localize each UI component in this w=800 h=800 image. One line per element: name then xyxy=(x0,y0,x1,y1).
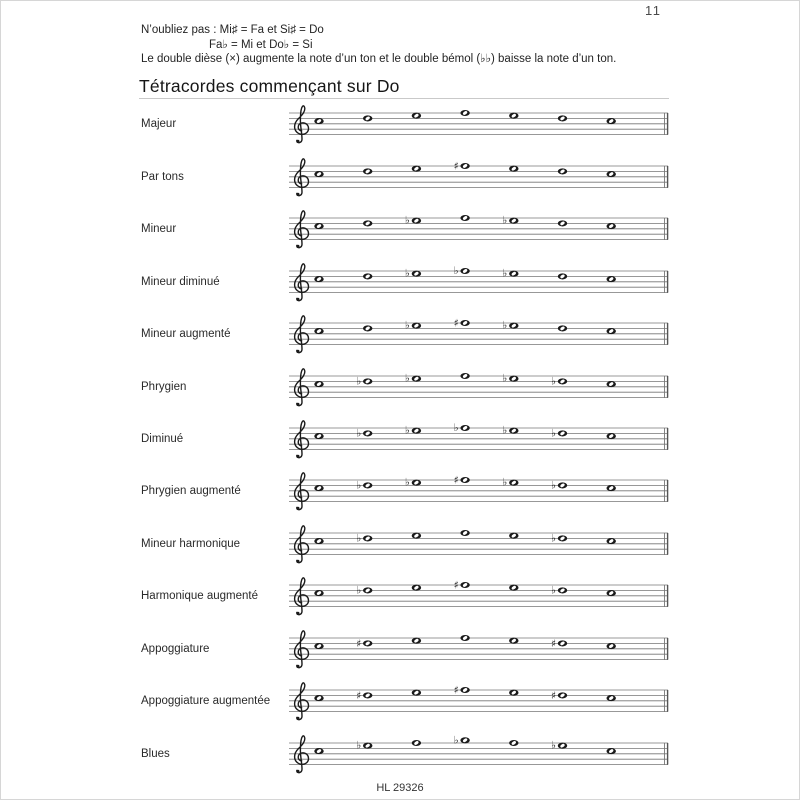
treble-clef-icon xyxy=(295,578,309,615)
whole-note xyxy=(551,532,567,544)
whole-note xyxy=(356,585,372,597)
whole-note xyxy=(558,116,567,122)
treble-clef-dot xyxy=(296,140,299,143)
flat-accidental-icon: ♭ xyxy=(356,479,362,492)
treble-clef-dot xyxy=(296,560,299,563)
scale-row xyxy=(141,259,673,305)
treble-clef-icon xyxy=(295,526,309,563)
scale-row xyxy=(141,678,673,724)
scale-label: Blues xyxy=(141,747,170,760)
whole-note xyxy=(502,372,518,384)
sharp-accidental-icon: ♯ xyxy=(453,579,459,592)
flat-accidental-icon: ♭ xyxy=(502,372,508,385)
treble-clef-dot xyxy=(296,245,299,248)
whole-note xyxy=(460,372,469,378)
whole-note xyxy=(509,533,518,539)
flat-accidental-icon: ♭ xyxy=(404,477,410,490)
whole-note xyxy=(509,740,518,746)
staff xyxy=(288,416,673,462)
flat-accidental-icon: ♭ xyxy=(356,427,362,440)
whole-note xyxy=(460,215,469,221)
whole-note xyxy=(356,690,372,702)
sharp-accidental-icon: ♯ xyxy=(551,690,557,703)
scale-row xyxy=(141,416,673,462)
flat-accidental-icon: ♭ xyxy=(502,319,508,332)
whole-note xyxy=(405,477,421,489)
whole-note xyxy=(314,538,323,544)
flat-accidental-icon: ♭ xyxy=(502,267,508,280)
scale-label: Appoggiature augmentée xyxy=(141,695,271,708)
whole-note xyxy=(502,267,518,279)
whole-note xyxy=(509,690,518,696)
whole-note xyxy=(607,643,616,649)
staff xyxy=(288,206,673,252)
whole-note xyxy=(314,118,323,124)
whole-note xyxy=(502,477,518,489)
whole-note xyxy=(454,734,470,746)
whole-note xyxy=(558,221,567,227)
whole-note xyxy=(551,690,567,702)
whole-note xyxy=(460,110,469,116)
whole-note xyxy=(314,276,323,282)
page-number: 11 xyxy=(645,3,662,18)
scale-label: Mineur harmonique xyxy=(141,537,241,550)
whole-note xyxy=(607,695,616,701)
whole-note xyxy=(356,427,372,439)
whole-note xyxy=(412,165,421,171)
whole-note xyxy=(607,118,616,124)
sharp-accidental-icon: ♯ xyxy=(551,637,557,650)
reminder-line-2: Fa♭ = Mi et Do♭ = Si xyxy=(209,38,313,51)
whole-note xyxy=(405,425,421,437)
staff xyxy=(288,259,673,305)
whole-note xyxy=(314,433,323,439)
treble-clef-dot xyxy=(296,507,299,510)
staff xyxy=(288,468,673,514)
scale-label: Diminué xyxy=(141,433,184,445)
treble-clef-dot xyxy=(296,297,299,300)
whole-note xyxy=(363,273,372,279)
whole-note xyxy=(454,422,470,434)
flat-accidental-icon: ♭ xyxy=(404,214,410,227)
whole-note xyxy=(405,320,421,332)
treble-clef-dot xyxy=(296,665,299,668)
scale-label: Phrygien augmenté xyxy=(141,485,241,498)
scale-row xyxy=(141,311,673,357)
whole-note xyxy=(607,748,616,754)
whole-note xyxy=(314,695,323,701)
footer-catalog-number: HL 29326 xyxy=(376,782,424,794)
whole-note xyxy=(558,273,567,279)
treble-clef-icon xyxy=(295,736,309,773)
treble-clef-icon xyxy=(295,631,309,668)
whole-note xyxy=(607,538,616,544)
staff xyxy=(288,521,673,567)
whole-note xyxy=(509,637,518,643)
reminder-note xyxy=(141,23,616,67)
whole-note xyxy=(454,685,470,697)
sharp-accidental-icon: ♯ xyxy=(453,474,459,487)
whole-note xyxy=(405,215,421,227)
flat-accidental-icon: ♭ xyxy=(551,532,556,545)
treble-clef-dot xyxy=(296,769,299,772)
staff xyxy=(288,573,673,619)
scale-label: Mineur diminué xyxy=(141,275,220,288)
whole-note xyxy=(412,585,421,591)
whole-note xyxy=(607,223,616,229)
scale-label: Mineur augmenté xyxy=(141,328,231,341)
scale-row xyxy=(141,206,673,252)
whole-note xyxy=(405,372,421,384)
whole-note xyxy=(502,215,518,227)
sharp-accidental-icon: ♯ xyxy=(453,684,459,697)
flat-accidental-icon: ♭ xyxy=(404,319,410,332)
flat-accidental-icon: ♭ xyxy=(551,584,556,597)
flat-accidental-icon: ♭ xyxy=(453,264,459,277)
flat-accidental-icon: ♭ xyxy=(356,374,362,387)
whole-note xyxy=(551,480,567,492)
scale-label: Mineur xyxy=(141,223,177,236)
treble-clef-icon xyxy=(295,211,309,248)
whole-note xyxy=(356,480,372,492)
whole-note xyxy=(607,381,616,387)
whole-note xyxy=(356,375,372,387)
whole-note xyxy=(454,160,470,172)
whole-note xyxy=(551,375,567,387)
whole-note xyxy=(460,530,469,536)
scale-label: Harmonique augmenté xyxy=(141,590,258,603)
scale-row xyxy=(141,154,673,200)
whole-note xyxy=(314,643,323,649)
whole-note xyxy=(314,748,323,754)
whole-note xyxy=(405,267,421,279)
flat-accidental-icon: ♭ xyxy=(404,372,410,385)
whole-note xyxy=(558,168,567,174)
flat-accidental-icon: ♭ xyxy=(551,739,556,752)
treble-clef-icon xyxy=(295,159,309,196)
flat-accidental-icon: ♭ xyxy=(453,422,459,434)
flat-accidental-icon: ♭ xyxy=(551,374,556,387)
scale-label: Appoggiature xyxy=(141,642,210,655)
section-title: Tétracordes commençant sur Do xyxy=(139,76,400,96)
whole-note xyxy=(412,690,421,696)
whole-note xyxy=(412,533,421,539)
whole-note xyxy=(454,475,470,487)
whole-note xyxy=(509,585,518,591)
staff xyxy=(288,731,673,777)
whole-note xyxy=(412,113,421,119)
scale-label: Majeur xyxy=(141,118,177,131)
whole-note xyxy=(551,427,567,439)
treble-clef-icon xyxy=(295,368,309,405)
flat-accidental-icon: ♭ xyxy=(356,584,362,597)
whole-note xyxy=(607,276,616,282)
treble-clef-dot xyxy=(296,402,299,405)
whole-note xyxy=(363,116,372,122)
whole-note xyxy=(356,532,372,544)
flat-accidental-icon: ♭ xyxy=(453,733,459,746)
treble-clef-icon xyxy=(295,421,309,458)
whole-note xyxy=(607,485,616,491)
treble-clef-icon xyxy=(295,473,309,510)
whole-note xyxy=(607,433,616,439)
flat-accidental-icon: ♭ xyxy=(404,424,410,437)
whole-note xyxy=(412,637,421,643)
treble-clef-dot xyxy=(296,193,299,196)
staff xyxy=(288,626,673,672)
treble-clef-dot xyxy=(296,612,299,615)
whole-note xyxy=(551,638,567,650)
scale-row xyxy=(141,626,673,672)
whole-note xyxy=(607,328,616,334)
whole-note xyxy=(314,590,323,596)
treble-clef-icon xyxy=(295,316,309,353)
flat-accidental-icon: ♭ xyxy=(404,267,410,280)
staff xyxy=(288,311,673,357)
flat-accidental-icon: ♭ xyxy=(551,479,556,492)
whole-note xyxy=(551,739,567,751)
scale-row xyxy=(141,521,673,567)
whole-note xyxy=(363,168,372,174)
whole-note xyxy=(454,318,470,330)
whole-note xyxy=(551,585,567,597)
staff xyxy=(288,364,673,410)
treble-clef-dot xyxy=(296,455,299,458)
treble-clef-icon xyxy=(295,263,309,300)
whole-note xyxy=(509,113,518,119)
whole-note xyxy=(607,590,616,596)
whole-note xyxy=(502,425,518,437)
staff xyxy=(288,154,673,200)
whole-note xyxy=(356,739,372,751)
whole-note xyxy=(363,325,372,331)
whole-note xyxy=(454,580,470,592)
whole-note xyxy=(363,221,372,227)
flat-accidental-icon: ♭ xyxy=(502,214,508,227)
whole-note xyxy=(454,265,470,277)
scale-row xyxy=(141,364,673,410)
staff xyxy=(288,678,673,724)
whole-note xyxy=(502,320,518,332)
scale-row xyxy=(141,468,673,514)
flat-accidental-icon: ♭ xyxy=(356,532,362,545)
title-rule xyxy=(139,98,669,99)
flat-accidental-icon: ♭ xyxy=(502,477,508,490)
treble-clef-dot xyxy=(296,350,299,353)
sharp-accidental-icon: ♯ xyxy=(356,690,362,703)
whole-note xyxy=(558,325,567,331)
treble-clef-icon xyxy=(295,683,309,720)
whole-note xyxy=(314,485,323,491)
flat-accidental-icon: ♭ xyxy=(502,424,508,437)
flat-accidental-icon: ♭ xyxy=(551,427,556,440)
whole-note xyxy=(412,740,421,746)
whole-note xyxy=(607,171,616,177)
sharp-accidental-icon: ♯ xyxy=(453,317,459,330)
scale-row xyxy=(141,101,673,147)
scale-label: Par tons xyxy=(141,170,184,183)
scale-row xyxy=(141,731,673,777)
whole-note xyxy=(509,165,518,171)
whole-note xyxy=(314,223,323,229)
whole-note xyxy=(314,381,323,387)
whole-note xyxy=(314,171,323,177)
flat-accidental-icon: ♭ xyxy=(356,739,362,752)
staff xyxy=(288,101,673,147)
scale-row xyxy=(141,573,673,619)
whole-note xyxy=(356,638,372,650)
whole-note xyxy=(460,635,469,641)
treble-clef-icon xyxy=(295,106,309,143)
reminder-line-3: Le double dièse (×) augmente la note d’un ton et le double bémol (♭♭) baisse la note d’un ton. xyxy=(141,53,617,66)
sharp-accidental-icon: ♯ xyxy=(453,160,459,173)
reminder-line-1: N’oubliez pas : Mi♯ = Fa et Si♯ = Do xyxy=(141,24,324,36)
whole-note xyxy=(314,328,323,334)
treble-clef-dot xyxy=(296,717,299,720)
sharp-accidental-icon: ♯ xyxy=(356,637,362,650)
scale-label: Phrygien xyxy=(141,380,187,393)
